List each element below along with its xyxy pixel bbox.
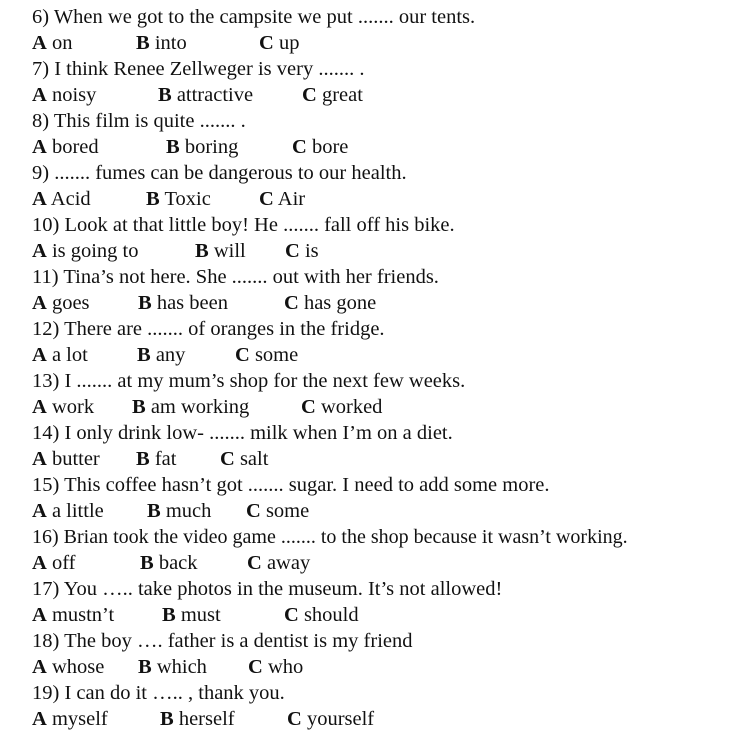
option-letter: A (32, 708, 47, 730)
option-text: must (175, 604, 221, 626)
answer-options (32, 446, 742, 472)
option-letter: A (32, 552, 47, 574)
option-letter: C (259, 32, 274, 54)
option-c (302, 82, 363, 108)
question-stem: 9) ....... fumes can be dangerous to our health. (32, 162, 407, 184)
option-b (147, 498, 246, 524)
option-a (32, 654, 138, 680)
option-letter: A (32, 240, 47, 262)
option-text: up (273, 32, 300, 54)
option-text: boring (179, 136, 239, 158)
option-c (284, 602, 359, 628)
option-letter: A (32, 292, 47, 314)
option-c (292, 134, 348, 160)
answer-options (32, 654, 742, 680)
option-letter: A (32, 604, 47, 626)
option-text: worked (315, 396, 383, 418)
option-letter: A (32, 448, 47, 470)
option-text: is (299, 240, 319, 262)
option-text: some (249, 344, 299, 366)
option-letter: C (259, 188, 274, 210)
option-text: on (46, 32, 73, 54)
option-b (138, 654, 248, 680)
option-letter: B (158, 84, 172, 106)
option-text: whose (46, 656, 105, 678)
answer-options (32, 290, 742, 316)
question-13 (32, 368, 742, 420)
option-c (246, 498, 309, 524)
option-text: is going to (46, 240, 139, 262)
option-letter: C (285, 240, 300, 262)
option-letter: B (132, 396, 146, 418)
option-c (248, 654, 303, 680)
option-a (32, 290, 138, 316)
option-letter: C (235, 344, 250, 366)
option-letter: C (301, 396, 316, 418)
option-text: herself (173, 708, 235, 730)
option-c (235, 342, 298, 368)
question-stem: 16) Brian took the video game ....... to the shop because it wasn’t working. (32, 526, 628, 548)
question-stem: 17) You ….. take photos in the museum. It’s not allowed! (32, 578, 503, 600)
option-text: who (262, 656, 304, 678)
question-9 (32, 160, 742, 212)
option-text: has been (151, 292, 228, 314)
option-b (158, 82, 302, 108)
option-text: some (260, 500, 310, 522)
option-text: has gone (298, 292, 377, 314)
option-text: bore (306, 136, 349, 158)
option-letter: B (136, 32, 150, 54)
option-text: bored (46, 136, 99, 158)
answer-options (32, 706, 742, 732)
question-18 (32, 628, 742, 680)
option-text: goes (46, 292, 90, 314)
answer-options (32, 238, 742, 264)
question-stem: 11) Tina’s not here. She ....... out with her friends. (32, 266, 439, 288)
option-b (166, 134, 292, 160)
option-b (162, 602, 284, 628)
option-letter: B (160, 708, 174, 730)
question-15 (32, 472, 742, 524)
option-text: a lot (46, 344, 88, 366)
option-text: attractive (171, 84, 254, 106)
option-text: back (153, 552, 198, 574)
option-letter: C (220, 448, 235, 470)
option-letter: A (32, 32, 47, 54)
option-text: which (151, 656, 207, 678)
answer-options (32, 602, 742, 628)
answer-options (32, 30, 742, 56)
option-text: a little (46, 500, 104, 522)
question-17 (32, 576, 742, 628)
option-letter: A (32, 136, 47, 158)
option-text: yourself (301, 708, 375, 730)
option-text: myself (46, 708, 108, 730)
option-letter: B (166, 136, 180, 158)
option-letter: B (137, 344, 151, 366)
question-stem: 7) I think Renee Zellweger is very ....... . (32, 58, 365, 80)
option-letter: A (32, 656, 47, 678)
option-a (32, 30, 136, 56)
question-stem: 15) This coffee hasn’t got ....... sugar. I need to add some more. (32, 474, 550, 496)
worksheet (32, 4, 742, 732)
option-a (32, 550, 140, 576)
option-b (136, 446, 220, 472)
option-letter: A (32, 396, 47, 418)
option-c (220, 446, 268, 472)
answer-options (32, 550, 742, 576)
question-12 (32, 316, 742, 368)
answer-options (32, 134, 742, 160)
option-a (32, 446, 136, 472)
option-c (287, 706, 374, 732)
option-c (301, 394, 382, 420)
option-c (285, 238, 319, 264)
option-letter: B (147, 500, 161, 522)
option-letter: A (32, 84, 47, 106)
option-a (32, 186, 146, 212)
option-text: fat (149, 448, 177, 470)
option-letter: C (246, 500, 261, 522)
option-a (32, 134, 166, 160)
option-letter: B (146, 188, 160, 210)
option-text: Acid (46, 188, 91, 210)
option-letter: C (287, 708, 302, 730)
option-text: any (150, 344, 186, 366)
option-c (284, 290, 376, 316)
option-letter: A (32, 344, 47, 366)
option-letter: C (248, 656, 263, 678)
option-text: work (46, 396, 95, 418)
option-a (32, 706, 160, 732)
question-16 (32, 524, 742, 576)
option-text: great (316, 84, 363, 106)
answer-options (32, 498, 742, 524)
question-stem: 12) There are ....... of oranges in the fridge. (32, 318, 385, 340)
option-letter: C (284, 604, 299, 626)
question-stem: 6) When we got to the campsite we put ....... our tents. (32, 6, 476, 28)
question-stem: 14) I only drink low- ....... milk when I’m on a diet. (32, 422, 453, 444)
option-c (247, 550, 310, 576)
option-text: will (208, 240, 246, 262)
question-stem: 13) I ....... at my mum’s shop for the next few weeks. (32, 370, 466, 392)
option-b (138, 290, 284, 316)
question-stem: 8) This film is quite ....... . (32, 110, 246, 132)
option-b (136, 30, 259, 56)
question-stem: 19) I can do it ….. , thank you. (32, 682, 285, 704)
option-letter: C (247, 552, 262, 574)
option-a (32, 342, 137, 368)
question-7 (32, 56, 742, 108)
option-letter: A (32, 500, 47, 522)
option-a (32, 498, 147, 524)
option-b (132, 394, 301, 420)
option-b (195, 238, 285, 264)
option-text: should (298, 604, 359, 626)
option-b (160, 706, 287, 732)
option-b (137, 342, 235, 368)
option-a (32, 238, 195, 264)
answer-options (32, 186, 742, 212)
question-stem: 10) Look at that little boy! He ....... fall off his bike. (32, 214, 455, 236)
question-11 (32, 264, 742, 316)
option-letter: B (162, 604, 176, 626)
answer-options (32, 394, 742, 420)
question-stem: 18) The boy …. father is a dentist is my friend (32, 630, 413, 652)
option-letter: A (32, 188, 47, 210)
option-b (140, 550, 247, 576)
option-letter: B (138, 656, 152, 678)
option-text: away (261, 552, 311, 574)
option-letter: B (138, 292, 152, 314)
option-letter: C (302, 84, 317, 106)
question-14 (32, 420, 742, 472)
option-a (32, 82, 158, 108)
option-text: noisy (46, 84, 97, 106)
option-letter: C (284, 292, 299, 314)
option-letter: B (195, 240, 209, 262)
question-6 (32, 4, 742, 56)
option-text: butter (46, 448, 100, 470)
option-text: Air (273, 188, 306, 210)
option-letter: B (136, 448, 150, 470)
answer-options (32, 342, 742, 368)
option-a (32, 394, 132, 420)
option-text: mustn’t (46, 604, 115, 626)
option-c (259, 30, 299, 56)
option-text: Toxic (159, 188, 211, 210)
question-19 (32, 680, 742, 732)
answer-options (32, 82, 742, 108)
option-a (32, 602, 162, 628)
question-10 (32, 212, 742, 264)
option-text: salt (234, 448, 269, 470)
option-text: much (160, 500, 212, 522)
option-letter: B (140, 552, 154, 574)
option-b (146, 186, 259, 212)
question-8 (32, 108, 742, 160)
option-text: into (149, 32, 187, 54)
option-text: off (46, 552, 76, 574)
option-c (259, 186, 305, 212)
option-text: am working (145, 396, 250, 418)
option-letter: C (292, 136, 307, 158)
